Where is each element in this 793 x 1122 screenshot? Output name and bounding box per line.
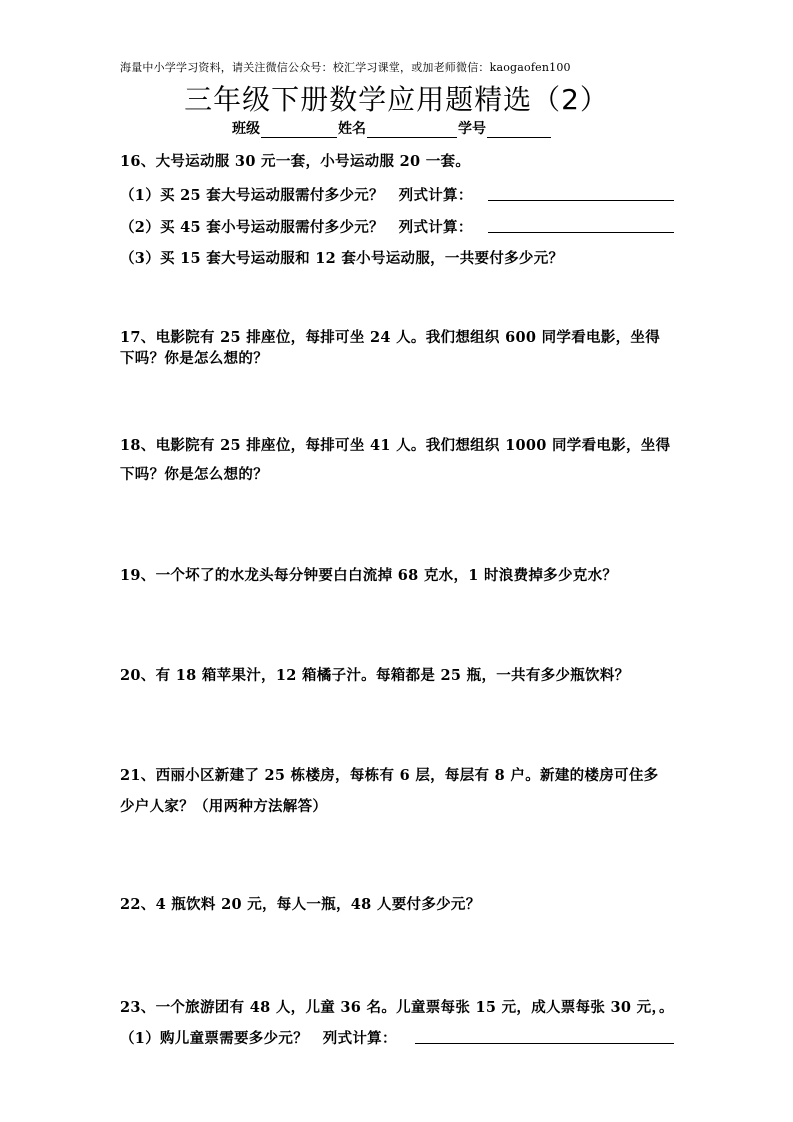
question-17-line-2: 下吗？你是怎么想的？ — [120, 350, 268, 367]
question-16-part-2: （2）买 45 套小号运动服需付多少元？ 列式计算： — [120, 219, 473, 236]
question-18-line-2: 下吗？你是怎么想的？ — [120, 466, 268, 483]
question-20: 20、有 18 箱苹果汁，12 箱橘子汁。每箱都是 25 瓶，一共有多少瓶饮料？ — [120, 667, 630, 684]
question-21-line-2: 少户人家？（用两种方法解答） — [120, 798, 328, 815]
number-label: 学号 — [458, 121, 486, 137]
question-23-part-1: （1）购儿童票需要多少元？ 列式计算： — [120, 1030, 397, 1047]
question-19: 19、一个坏了的水龙头每分钟要白白流掉 68 克水，1 时浪费掉多少克水？ — [120, 567, 618, 584]
question-21-line-1: 21、西丽小区新建了 25 栋楼房，每栋有 6 层，每层有 8 户。新建的楼房可住多 — [120, 767, 659, 784]
page-title: 三年级下册数学应用题精选（2） — [184, 83, 609, 116]
number-blank[interactable] — [487, 123, 551, 138]
question-16-part-1: （1）买 25 套大号运动服需付多少元？ 列式计算： — [120, 187, 473, 204]
answer-line-16-2[interactable] — [488, 232, 674, 233]
student-info-line — [232, 118, 552, 138]
question-22: 22、4 瓶饮料 20 元，每人一瓶，48 人要付多少元？ — [120, 896, 481, 913]
header-note: 海量中小学学习资料，请关注微信公众号：校汇学习课堂，或加老师微信：kaogaofen100 — [120, 61, 571, 74]
question-16-stem: 16、大号运动服 30 元一套，小号运动服 20 一套。 — [120, 153, 471, 170]
question-18-line-1: 18、电影院有 25 排座位，每排可坐 41 人。我们想组织 1000 同学看电影，坐得 — [120, 437, 671, 454]
question-16-part-3: （3）买 15 套大号运动服和 12 套小号运动服，一共要付多少元？ — [120, 250, 564, 267]
question-23-stem: 23、一个旅游团有 48 人，儿童 36 名。儿童票每张 15 元，成人票每张 30 元，。 — [120, 999, 674, 1016]
name-blank[interactable] — [367, 123, 457, 138]
question-17-line-1: 17、电影院有 25 排座位，每排可坐 24 人。我们想组织 600 同学看电影，坐得 — [120, 329, 660, 346]
class-blank[interactable] — [261, 123, 337, 138]
answer-line-23-1[interactable] — [415, 1043, 674, 1044]
name-label: 姓名 — [338, 121, 366, 137]
class-label: 班级 — [232, 121, 260, 137]
answer-line-16-1[interactable] — [488, 200, 674, 201]
